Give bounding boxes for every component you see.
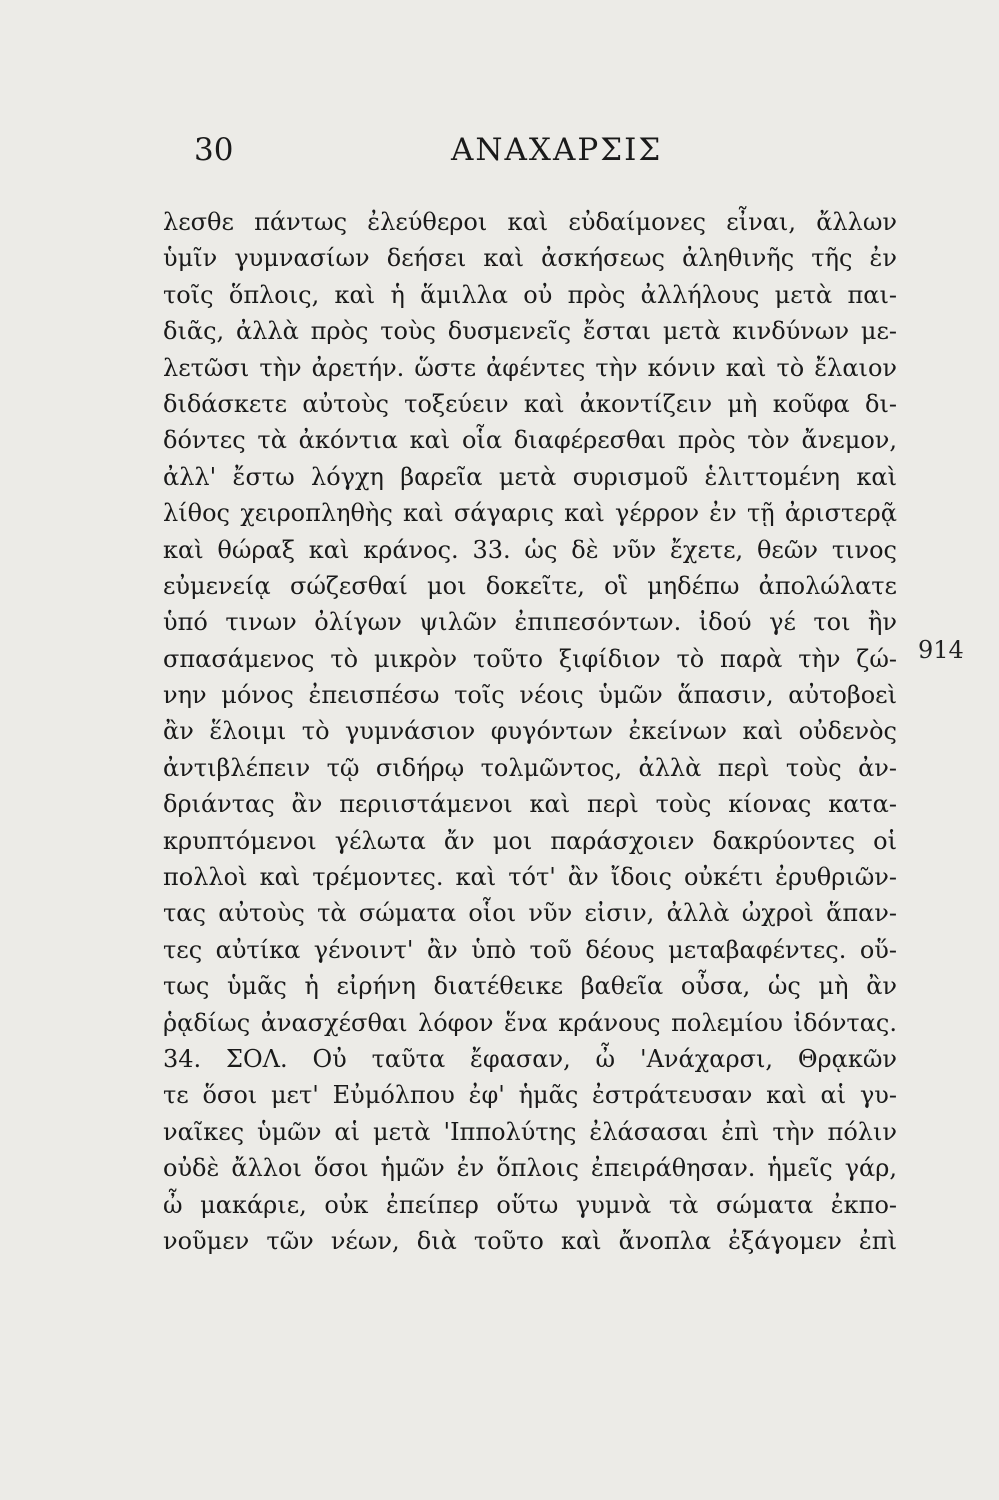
text-line: τοῖς ὅπλοις, καὶ ἡ ἅμιλλα οὐ πρὸς ἀλλήλους μετὰ παι- — [163, 280, 897, 309]
text-line: λεσθε πάντως ἐλεύθεροι καὶ εὐδαίμονες εἶναι, ἄλλων — [163, 208, 897, 236]
text-line: δριάντας ἂν περιιστάμενοι καὶ περὶ τοὺς κίονας κατα- — [163, 790, 897, 819]
text-line: τε ὅσοι μετ' Εὐμόλπου ἐφ' ἡμᾶς ἐστράτευσαν καὶ αἱ γυ- — [163, 1081, 897, 1110]
text-line: ἀντιβλέπειν τῷ σιδήρῳ τολμῶντος, ἀλλὰ περὶ τοὺς ἀν- — [163, 753, 897, 782]
running-head: ΑΝΑΧΑΡΣΙΣ — [451, 132, 663, 168]
text-line: σπασάμενος τὸ μικρὸν τοῦτο ξιφίδιον τὸ παρὰ τὴν ζώ- — [163, 644, 897, 673]
body-text — [163, 204, 897, 1259]
text-line: καὶ θώραξ καὶ κράνος. 33. ὡς δὲ νῦν ἔχετε, θεῶν τινος — [163, 535, 897, 564]
text-line: διᾶς, ἀλλὰ πρὸς τοὺς δυσμενεῖς ἔσται μετὰ κινδύνων με- — [163, 317, 897, 346]
text-line: κρυπτόμενοι γέλωτα ἄν μοι παράσχοιεν δακρύοντες οἱ — [163, 826, 897, 855]
page-header — [0, 128, 999, 172]
text-line: 34. ΣΟΛ. Οὐ ταῦτα ἔφασαν, ὦ 'Ανάχαρσι, Θρᾳκῶν — [163, 1044, 897, 1073]
text-line: ὑπό τινων ὀλίγων ψιλῶν ἐπιπεσόντων. ἰδού γέ τοι ἢν — [163, 608, 897, 637]
text-line: δόντες τὰ ἀκόντια καὶ οἷα διαφέρεσθαι πρὸς τὸν ἄνεμον, — [163, 426, 897, 455]
text-line: διδάσκετε αὐτοὺς τοξεύειν καὶ ἀκοντίζειν μὴ κοῦφα δι- — [163, 389, 897, 418]
text-line: λετῶσι τὴν ἀρετήν. ὥστε ἀφέντες τὴν κόνιν καὶ τὸ ἔλαιον — [163, 353, 897, 382]
text-line: τως ὑμᾶς ἡ εἰρήνη διατέθεικε βαθεῖα οὖσα, ὡς μὴ ἂν — [163, 972, 897, 1001]
text-line: ἂν ἕλοιμι τὸ γυμνάσιον φυγόντων ἐκείνων καὶ οὐδενὸς — [163, 717, 897, 746]
text-line: λίθος χειροπληθὴς καὶ σάγαρις καὶ γέρρον ἐν τῇ ἀριστερᾷ — [163, 499, 897, 528]
text-line: τες αὐτίκα γένοιντ' ἂν ὑπὸ τοῦ δέους μεταβαφέντες. οὕ- — [163, 935, 897, 964]
page-number: 30 — [194, 132, 234, 168]
text-line: πολλοὶ καὶ τρέμοντες. καὶ τότ' ἂν ἴδοις οὐκέτι ἐρυθριῶν- — [163, 863, 897, 892]
margin-line-number: 914 — [918, 636, 964, 664]
text-line: εὐμενείᾳ σώζεσθαί μοι δοκεῖτε, οἳ μηδέπω ἀπολώλατε — [163, 571, 897, 600]
text-line: ῥᾳδίως ἀνασχέσθαι λόφον ἕνα κράνους πολεμίου ἰδόντας. — [163, 1008, 897, 1037]
text-line: ὦ μακάριε, οὐκ ἐπείπερ οὕτω γυμνὰ τὰ σώματα ἐκπο- — [163, 1190, 897, 1219]
text-line: οὐδὲ ἄλλοι ὅσοι ἡμῶν ἐν ὅπλοις ἐπειράθησαν. ἡμεῖς γάρ, — [163, 1154, 897, 1183]
text-line: ὑμῖν γυμνασίων δεήσει καὶ ἀσκήσεως ἀληθινῆς τῆς ἐν — [163, 244, 897, 273]
text-line: ἀλλ' ἔστω λόγχη βαρεῖα μετὰ συρισμοῦ ἑλιττομένη καὶ — [163, 462, 897, 491]
text-line: τας αὐτοὺς τὰ σώματα οἷοι νῦν εἰσιν, ἀλλὰ ὠχροὶ ἅπαν- — [163, 899, 897, 928]
text-line: ναῖκες ὑμῶν αἱ μετὰ 'Ιππολύτης ἐλάσασαι ἐπὶ τὴν πόλιν — [163, 1117, 897, 1146]
text-line: νοῦμεν τῶν νέων, διὰ τοῦτο καὶ ἄνοπλα ἐξάγομεν ἐπὶ — [163, 1226, 897, 1255]
text-line: νην μόνος ἐπεισπέσω τοῖς νέοις ὑμῶν ἅπασιν, αὐτοβοεὶ — [163, 681, 897, 710]
